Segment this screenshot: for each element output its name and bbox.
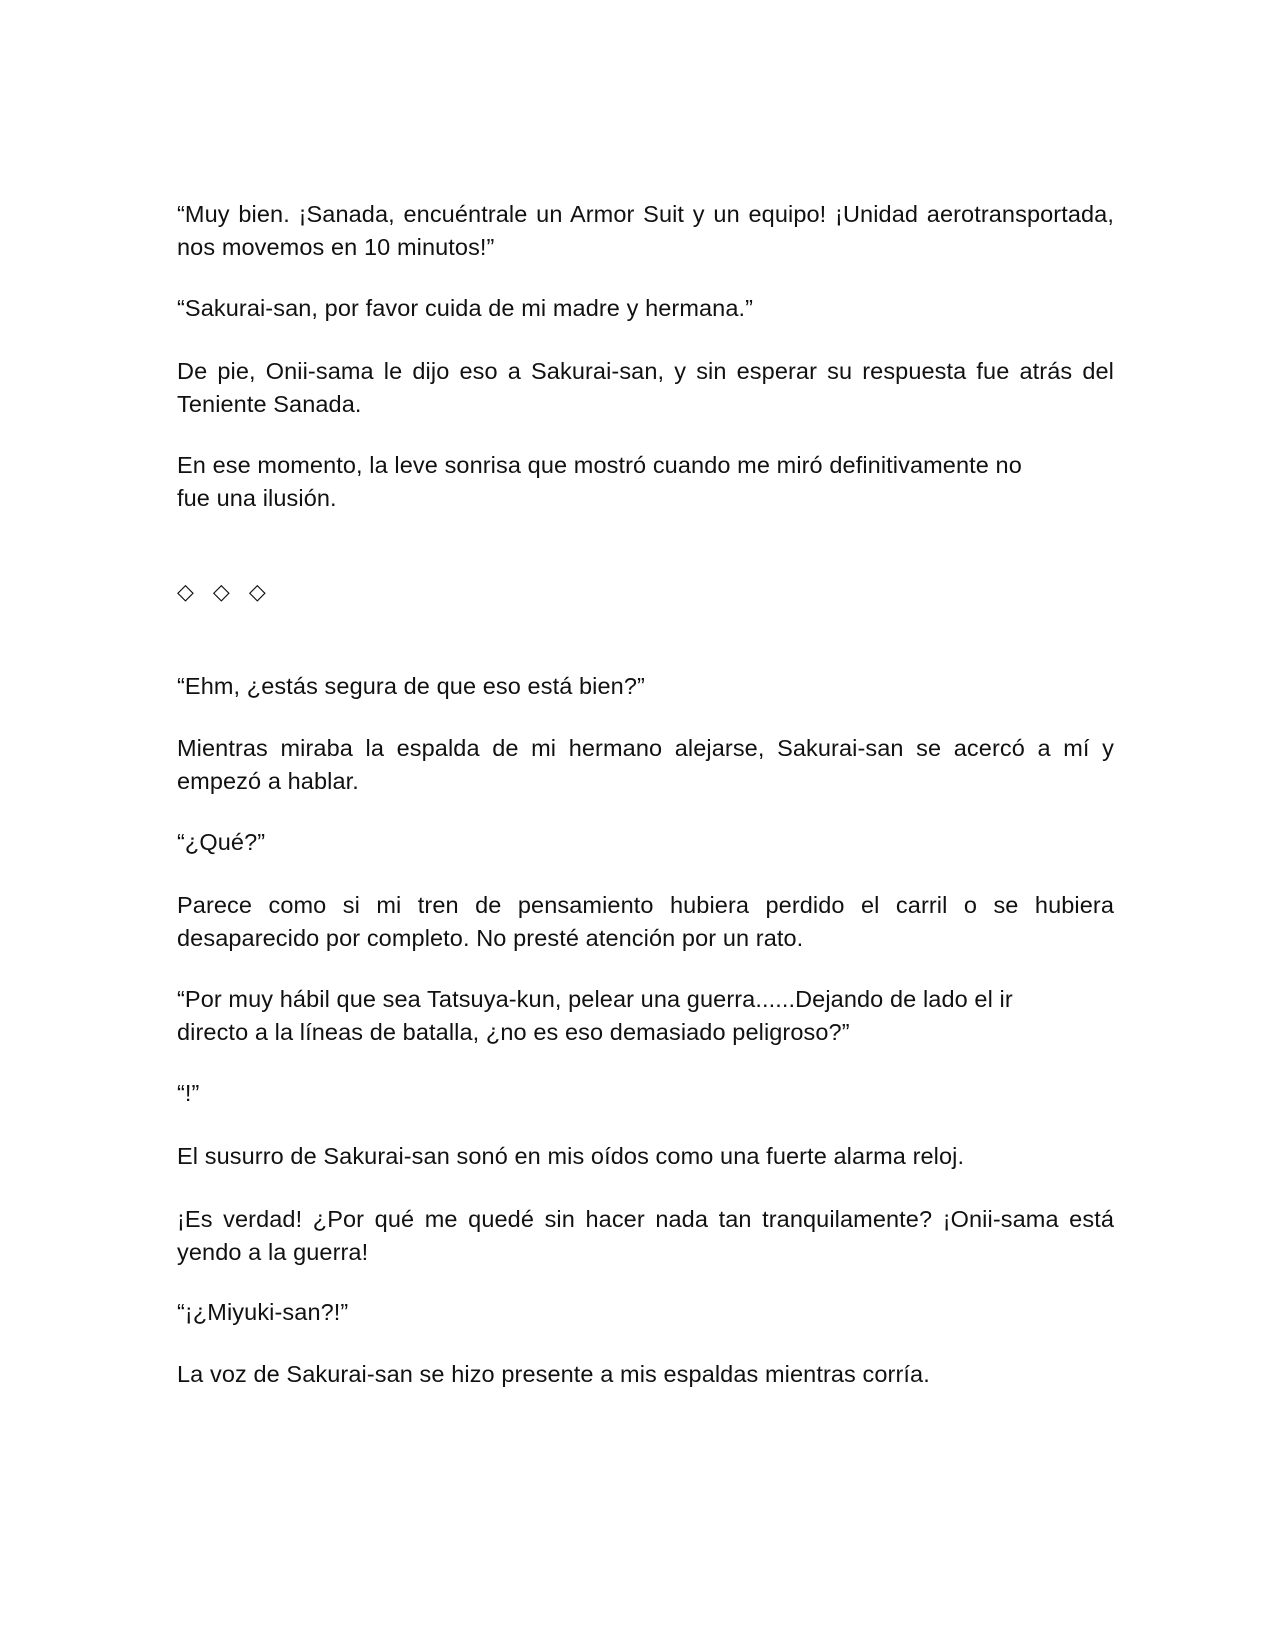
paragraph-13: “¡¿Miyuki-san?!” [177, 1299, 349, 1325]
paragraph-12: ¡Es verdad! ¿Por qué me quedé sin hacer nada tan tranquilamente? ¡Onii-sama está yendo a la guerra! [177, 1206, 1114, 1265]
paragraph-6: Mientras miraba la espalda de mi hermano alejarse, Sakurai-san se acercó a mí y empezó a hablar. [177, 735, 1114, 794]
paragraph-4: En ese momento, la leve sonrisa que mostró cuando me miró definitivamente no fue una ilusión. [177, 452, 1022, 511]
paragraph-5: “Ehm, ¿estás segura de que eso está bien?” [177, 673, 645, 699]
paragraph-3: De pie, Onii-sama le dijo eso a Sakurai-san, y sin esperar su respuesta fue atrás del Teniente Sanada. [177, 358, 1114, 417]
paragraph-11: El susurro de Sakurai-san sonó en mis oídos como una fuerte alarma reloj. [177, 1143, 965, 1169]
paragraph-9: “Por muy hábil que sea Tatsuya-kun, pelear una guerra......Dejando de lado el ir directo a la líneas de batalla, ¿no es eso demasiado peligroso?” [177, 986, 1013, 1045]
paragraph-14: La voz de Sakurai-san se hizo presente a mis espaldas mientras corría. [177, 1361, 930, 1387]
paragraph-8: Parece como si mi tren de pensamiento hubiera perdido el carril o se hubiera desaparecido por completo. No presté atención por un rato. [177, 892, 1114, 951]
paragraph-2: “Sakurai-san, por favor cuida de mi madre y hermana.” [177, 295, 754, 321]
paragraph-7: “¿Qué?” [177, 829, 266, 855]
paragraph-1: “Muy bien. ¡Sanada, encuéntrale un Armor Suit y un equipo! ¡Unidad aerotransportada, nos movemos en 10 minutos!” [177, 201, 1114, 260]
paragraph-10: “!” [177, 1080, 200, 1106]
scene-separator: ◇ ◇ ◇ [177, 580, 272, 605]
